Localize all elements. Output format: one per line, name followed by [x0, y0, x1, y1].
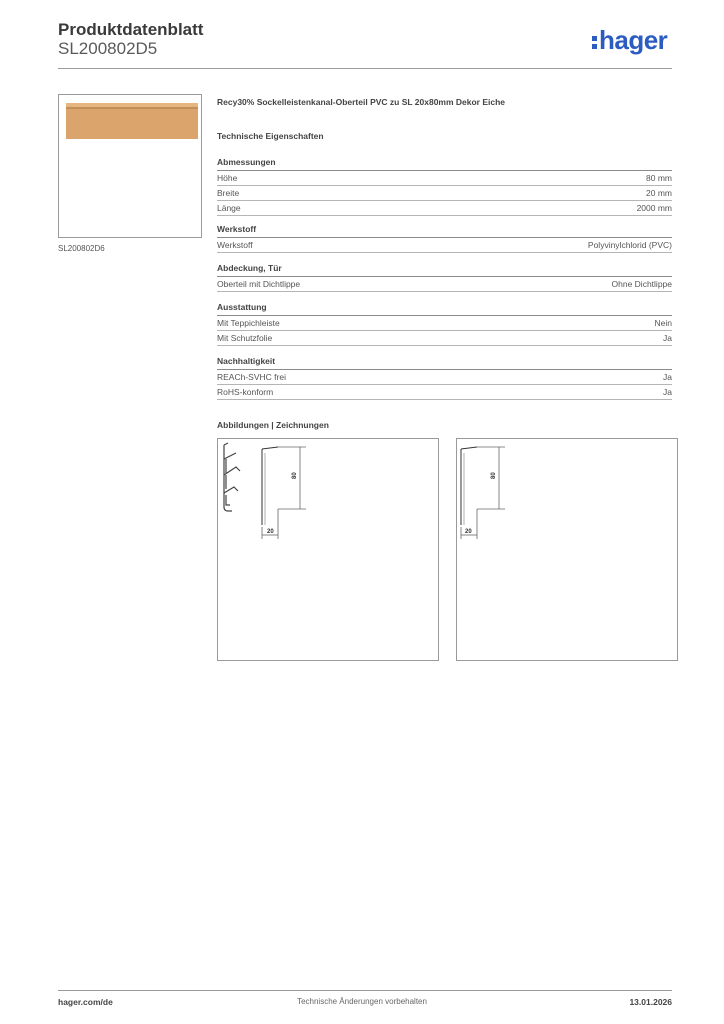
footer-date: 13.01.2026 [629, 997, 672, 1007]
group-title: Nachhaltigkeit [217, 356, 672, 370]
property-label: Werkstoff [217, 240, 253, 250]
profile-section-sketch [224, 443, 240, 511]
property-value: 20 mm [646, 188, 672, 198]
group-title: Werkstoff [217, 224, 672, 238]
property-row [217, 331, 672, 346]
property-label: Oberteil mit Dichtlippe [217, 279, 301, 289]
property-row [217, 201, 672, 216]
property-label: Mit Teppichleiste [217, 318, 280, 328]
properties-heading: Technische Eigenschaften [217, 131, 324, 141]
logo-dots-icon [592, 33, 598, 52]
group-title: Ausstattung [217, 302, 672, 316]
footer-website: hager.com/de [58, 997, 113, 1007]
property-label: RoHS-konform [217, 387, 274, 397]
height-dimension-label: 80 [292, 472, 298, 479]
property-row [217, 316, 672, 331]
group-abmessungen [217, 157, 672, 216]
width-dimension-label: 20 [267, 529, 274, 535]
group-nachhaltigkeit [217, 356, 672, 400]
profile-dimension-drawing [262, 447, 306, 539]
property-value: Ohne Dichtlippe [611, 279, 672, 289]
property-value: 80 mm [646, 173, 672, 183]
property-label: REACh-SVHC frei [217, 372, 286, 382]
group-abdeckung [217, 263, 672, 292]
width-dimension-label: 20 [465, 529, 472, 535]
footer-divider [58, 990, 672, 991]
product-code: SL200802D5 [58, 39, 158, 58]
group-title: Abmessungen [217, 157, 672, 171]
property-value: Ja [663, 333, 672, 343]
property-value: Ja [663, 387, 672, 397]
footer-notice: Technische Änderungen vorbehalten [297, 997, 427, 1006]
property-row [217, 186, 672, 201]
height-dimension-label: 80 [491, 472, 497, 479]
property-value: Ja [663, 372, 672, 382]
group-werkstoff [217, 224, 672, 253]
property-row [217, 385, 672, 400]
product-image-strip [66, 107, 198, 139]
property-label: Mit Schutzfolie [217, 333, 273, 343]
group-title: Abdeckung, Tür [217, 263, 672, 277]
group-ausstattung [217, 302, 672, 346]
header-divider [58, 68, 672, 69]
property-value: Polyvinylchlorid (PVC) [587, 240, 672, 250]
hager-logo [592, 25, 667, 56]
property-row [217, 171, 672, 186]
drawing-panel-1 [217, 438, 439, 661]
property-label: Breite [217, 188, 240, 198]
logo-text: hager [599, 25, 668, 55]
profile-drawing [218, 439, 438, 660]
property-value: Nein [654, 318, 672, 328]
page-title: Produktdatenblatt [58, 20, 204, 39]
property-value: 2000 mm [636, 203, 672, 213]
property-row [217, 277, 672, 292]
property-label: Höhe [217, 173, 238, 183]
property-row [217, 370, 672, 385]
property-label: Länge [217, 203, 241, 213]
product-image-caption: SL200802D6 [58, 244, 105, 253]
drawing-panel-2 [456, 438, 678, 661]
product-image [58, 94, 202, 238]
drawings-heading: Abbildungen | Zeichnungen [217, 420, 329, 430]
profile-dimension-drawing [461, 447, 505, 539]
product-name: Recy30% Sockelleistenkanal-Oberteil PVC zu SL 20x80mm Dekor Eiche [217, 97, 506, 107]
profile-drawing [457, 439, 677, 660]
property-row [217, 238, 672, 253]
